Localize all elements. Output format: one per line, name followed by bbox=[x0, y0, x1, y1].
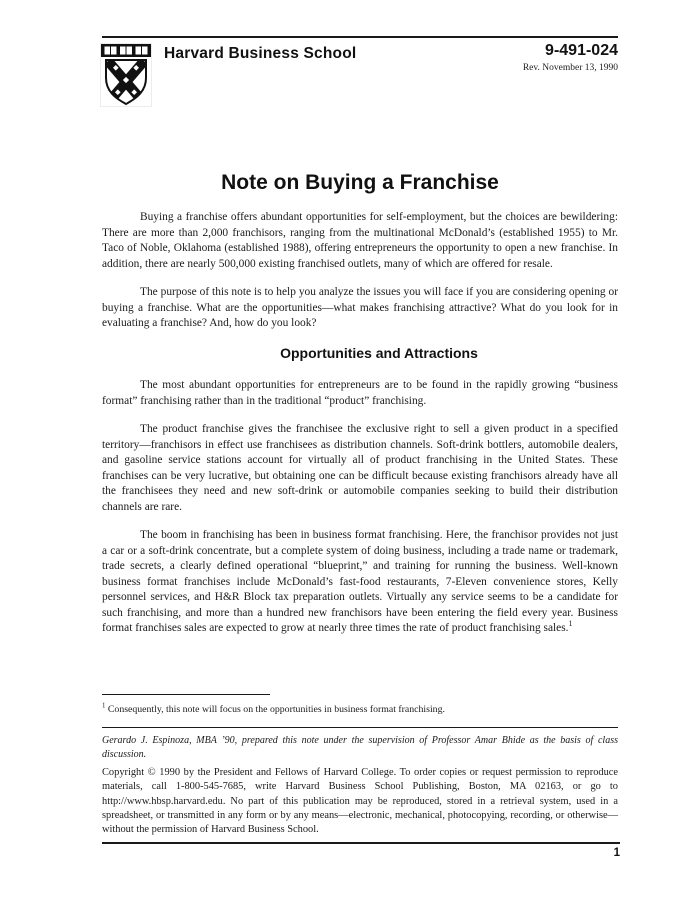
footnote bbox=[102, 703, 618, 716]
header-rule bbox=[102, 36, 618, 38]
paragraph: The product franchise gives the franchisee the exclusive right to sell a given product in a specified territory—franchisors in effect use franchisees as distribution channels. Soft-drink bottlers, automobile dealers, and gasoline service stations account for virtually all of product franchising in the United States. These franchises can be very lucrative, but obtaining one can be difficult because existing franchisors already have all the franchisees they need and new soft-drink or automobile companies seeking to build their distribution channels are rare. bbox=[102, 423, 618, 513]
school-name: Harvard Business School bbox=[164, 45, 357, 62]
attribution-divider-rule bbox=[102, 727, 618, 728]
footer-rule bbox=[102, 842, 620, 844]
section-heading: Opportunities and Attractions bbox=[280, 344, 478, 361]
footnote-reference: 1 bbox=[568, 619, 573, 629]
footnote-separator-rule bbox=[102, 694, 270, 695]
document-title: Note on Buying a Franchise bbox=[221, 171, 499, 194]
hbs-shield-icon bbox=[101, 44, 151, 106]
doc-number: 9-491-024 bbox=[545, 42, 618, 59]
page-number: 1 bbox=[613, 847, 620, 859]
paragraph-text: The boom in franchising has been in business format franchising. Here, the franchisor provides not just a car or a soft-drink concentrate, but a complete system of doing business, including a trade name or trademark, trade secrets, a clearly defined operational “blueprint,” and training for running the business. Well-known business format franchises include McDonald’s fast-food restaurants, 7-Eleven convenience stores, Kelly personnel services, and H&R Block tax preparation outlets. Virtually any service seems to be a candidate for such franchising, and more than a hundred new franchisors have been entering the field every year. Business format franchises sales are expected to grow at nearly three times the rate of product franchising sales. bbox=[102, 529, 618, 634]
copyright-notice: Copyright © 1990 by the President and Fellows of Harvard College. To order copies or request permission to reproduce materials, call 1-800-545-7685, write Harvard Business School Publishing, Boston, MA 02163, or go to http://www.hbsp.harvard.edu. No part of this publication may be reproduced, stored in a retrieval system, used in a spreadsheet, or transmitted in any form or by any means—electronic, mechanical, photocopying, recording, or otherwise—without the permission of Harvard Business School. bbox=[102, 767, 618, 836]
attribution-note: Gerardo J. Espinoza, MBA ’90, prepared this note under the supervision of Professor Amar Bhide as the basis of class discussion. bbox=[102, 735, 618, 760]
paragraph bbox=[102, 528, 618, 637]
footnote-text: Consequently, this note will focus on the opportunities in business format franchising. bbox=[107, 704, 445, 715]
paragraph: The most abundant opportunities for entrepreneurs are to be found in the rapidly growing “business format” franchising rather than in the traditional “product” franchising. bbox=[102, 379, 618, 407]
paragraph: The purpose of this note is to help you analyze the issues you will face if you are considering opening or buying a franchise. What are the opportunities—what makes franchising attractive? What do you look for in evaluating a franchise? And, how do you look? bbox=[102, 286, 618, 329]
revision-date: Rev. November 13, 1990 bbox=[522, 63, 618, 73]
footnote-marker: 1 bbox=[102, 702, 106, 710]
paragraph: Buying a franchise offers abundant opportunities for self-employment, but the choices are bewildering: There are more than 2,000 franchisors, ranging from the multinational McDonald’s (established 1955) to Mr. Taco of Noble, Oklahoma (established 1988), offering entrepreneurs the opportunity to open a new franchise. In addition, there are nearly 500,000 existing franchised outlets, many of which are offered for resale. bbox=[102, 211, 618, 270]
hbs-shield-logo bbox=[100, 43, 152, 107]
document-body bbox=[102, 210, 618, 650]
